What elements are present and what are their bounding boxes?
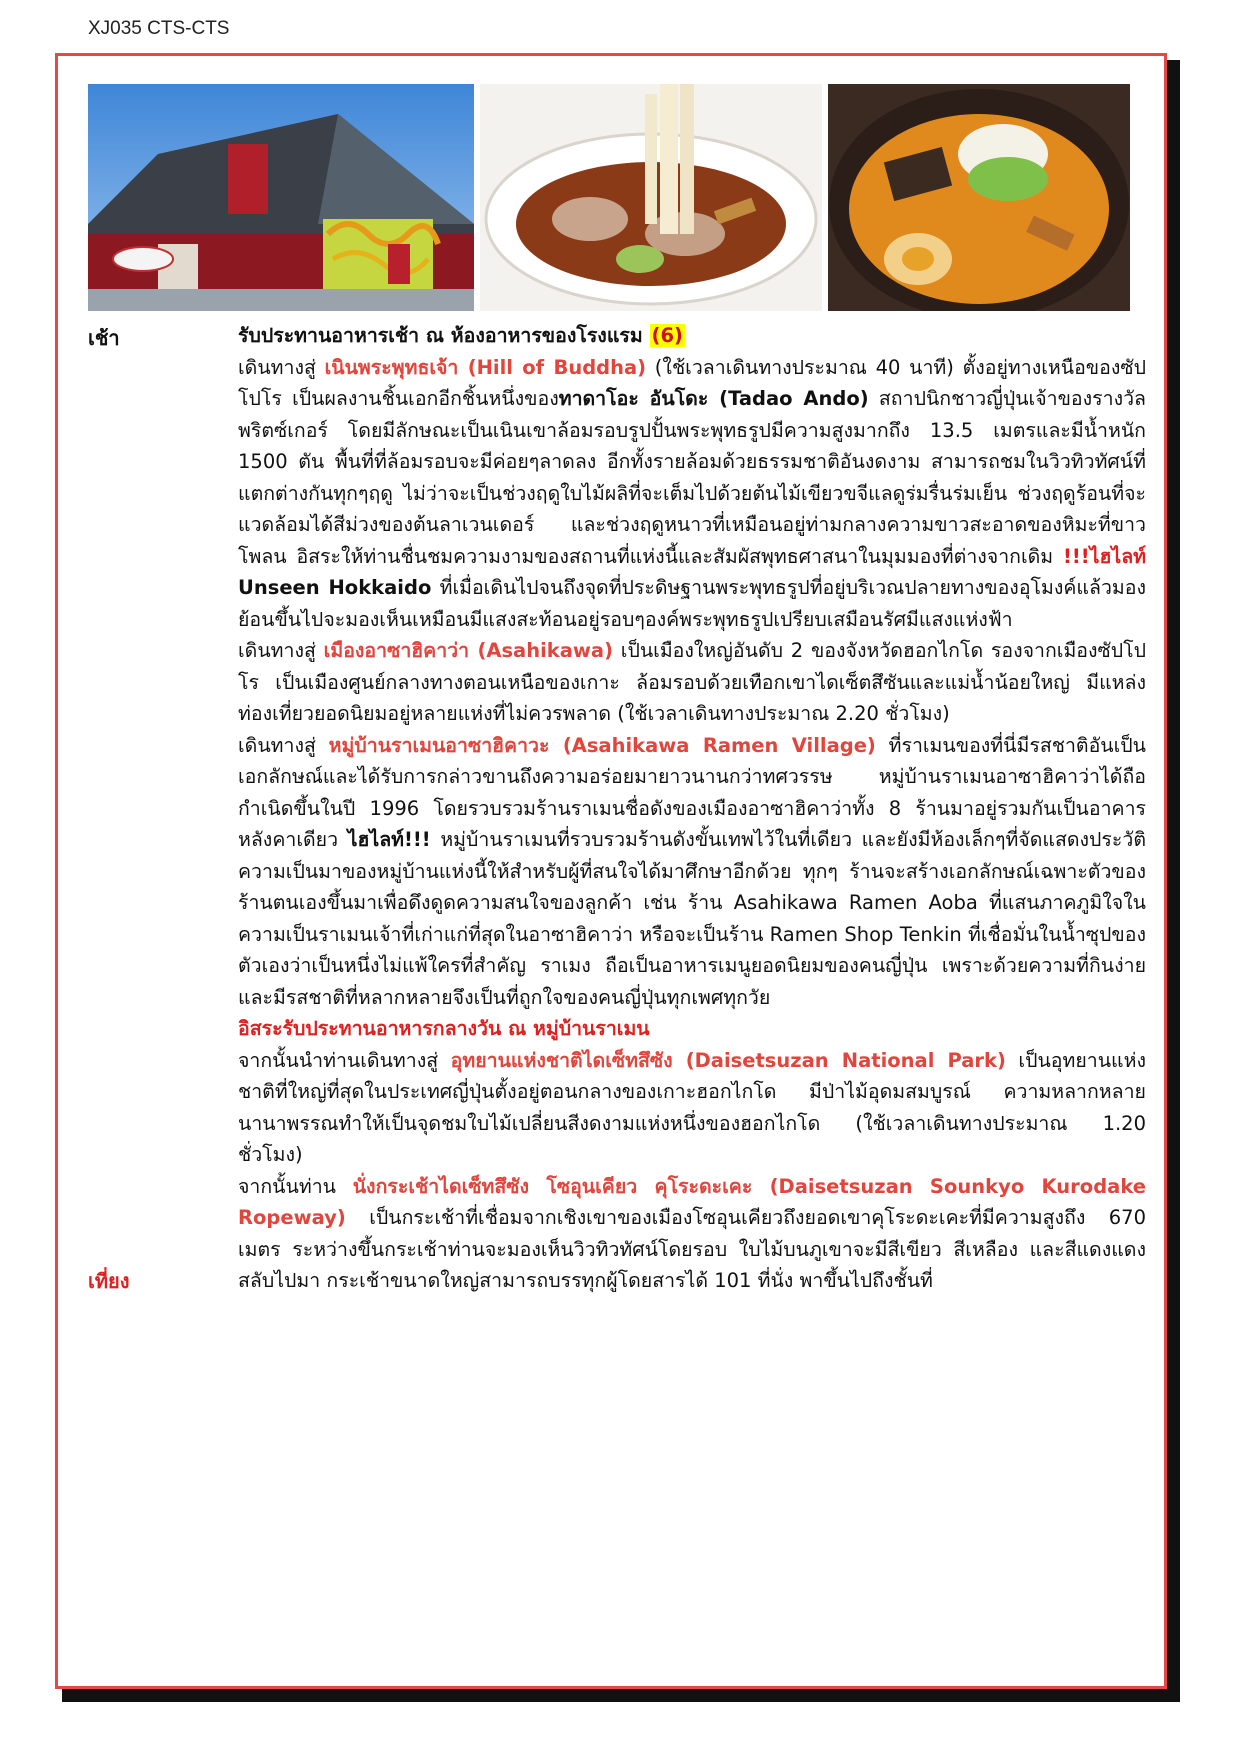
ramen-village-paragraph: [238, 730, 1146, 1014]
document-code: XJ035 CTS-CTS: [88, 18, 230, 39]
asahikawa-name: เมืองอาซาฮิคาว่า (Asahikawa): [323, 639, 613, 662]
ramen-village-body2: หมู่บ้านราเมนที่รวบรวมร้านดังขั้นเทพไว้ในที่เดียว และยังมีห้องเล็กๆที่จัดแสดงประวัติความเป็นมาของหมู่บ้านแห่งนี้ให้สำหรับผู้ที่สนใจได้มาศึกษาอีกด้วย ทุกๆ ร้านจะสร้างเอกลักษณ์เฉพาะตัวของร้านตนเองขึ้นมาเพื่อดึงดูดความสนใจของลูกค้า เช่น ร้าน Asahikawa Ramen Aoba ที่แสนภาคภูมิใจในความเป็นราเมนเจ้าที่เก่าแก่ที่สุดในอาซาฮิคาว่า หรือจะเป็นร้าน Ramen Shop Tenkin ที่เชื่อมั่นในน้ำซุปของตัวเองว่าเป็นหนึ่งไม่แพ้ใครที่สำคัญ ราเมง ถือเป็นอาหารเมนูยอดนิยมของคนญี่ปุ่น เพราะด้วยความที่กินง่ายและมีรสชาติที่หลากหลายจึงเป็นที่ถูกใจของคนญี่ปุ่นทุกเพศทุกวัย: [238, 828, 1146, 1009]
tadao-ando: ทาดาโอะ อันโดะ (Tadao Ando): [558, 387, 869, 410]
asahikawa-body: เป็นเมืองใหญ่อันดับ 2 ของจังหวัดฮอกไกโด รองจากเมืองซัปโปโร เป็นเมืองศูนย์กลางทางตอนเหนือของเกาะ ล้อมรอบด้วยเทือกเขาไดเซ็ตสึซันและแม่น้ำน้อยใหญ่ มีแหล่งท่องเที่ยวยอดนิยมอยู่หลายแห่งที่ไม่ควรพลาด (ใช้เวลาเดินทางประมาณ 2.20 ชั่วโมง): [238, 639, 1146, 725]
breakfast-title: รับประทานอาหารเช้า ณ ห้องอาหารของโรงแรม: [238, 324, 643, 347]
hill-buddha-tail: ที่เมื่อเดินไปจนถึงจุดที่ประดิษฐานพระพุทธรูปที่อยู่บริเวณปลายทางของอุโมงค์แล้วมองย้อนขึ้นไปจะมองเห็นเหมือนมีแสงสะท้อนอยู่รอบๆองค์พระพุทธรูปเปรียบเสมือนรัศมีแสงแห่งฟ้า: [238, 576, 1146, 631]
daisetsuzan-body: เป็นอุทยานแห่งชาติที่ใหญ่ที่สุดในประเทศญี่ปุ่นตั้งอยู่ตอนกลางของเกาะฮอกไกโด มีป่าไม้อุดมสมบูรณ์ ความหลากหลายนานาพรรณทำให้เป็นจุดชมใบไม้เปลี่ยนสีงดงามแห่งหนึ่งของฮอกไกโด (ใช้เวลาเดินทางประมาณ 1.20 ชั่วโมง): [238, 1048, 1146, 1166]
shoyu-ramen-photo: [480, 84, 822, 311]
highlight-tag: !!!ไฮไลท์: [1063, 544, 1146, 568]
ramen-highlight: ไฮไลท์!!!: [347, 828, 431, 851]
hill-buddha-body: สถาปนิกชาวญี่ปุ่นเจ้าของรางวัลพริตซ์เกอร์ โดยมีลักษณะเป็นเนินเขาล้อมรอบรูปปั้นพระพุทธรูปมีความสูงมากถึง 13.5 เมตรและมีน้ำหนัก 1500 ตัน พื้นที่ที่ล้อมรอบจะมีค่อยๆลาดลง อีกทั้งรายล้อมด้วยธรรมชาติอันงดงาม สามารถชมในวิวทิวทัศน์ที่แตกต่างกันทุกๆฤดู ไม่ว่าจะเป็นช่วงฤดูใบไม้ผลิที่จะเต็มไปด้วยต้นไม้เขียวขจีแลดูร่มรื่นร่มเย็น ช่วงฤดูร้อนที่จะแวดล้อมได้สีม่วงของต้นลาเวนเดอร์ และช่วงฤดูหนาวที่เหมือนอยู่ท่ามกลางความขาวสะอาดของหิมะที่ขาวโพลน อิสระให้ท่านชื่นชมความงามของสถานที่แห่งนี้และสัมผัสพุทธศาสนาในมุมมองที่ต่างจากเดิม: [238, 387, 1146, 568]
hill-buddha-paragraph: [238, 352, 1146, 636]
ramen-village-lead: เดินทางสู่: [238, 733, 329, 757]
ramen-village-building-photo: [88, 84, 474, 311]
ramen-village-name: หมู่บ้านราเมนอาซาฮิคาวะ (Asahikawa Ramen Village): [328, 733, 876, 757]
breakfast-label: เช้า: [88, 326, 120, 350]
hill-buddha-time: (ใช้เวลาเดินทางประมาณ 40 นาที) ตั้งอยู่ทางเหนือของซัปโปโร เป็นผลงานชิ้นเอกอีกชิ้นหนึ่งของ: [238, 355, 1146, 410]
hill-buddha-name: เนินพระพุทธเจ้า (Hill of Buddha): [324, 355, 647, 379]
miso-ramen-photo: [828, 84, 1130, 311]
hill-buddha-lead: เดินทางสู่: [238, 355, 325, 379]
daisetsuzan-lead: จากนั้นนำท่านเดินทางสู่: [238, 1048, 451, 1072]
ropeway-body: เป็นกระเช้าที่เชื่อมจากเชิงเขาของเมืองโซอุนเคียวถึงยอดเขาคุโระดะเคะที่มีความสูงถึง 670 เมตร ระหว่างขึ้นกระเช้าท่านจะมองเห็นวิวทิวทัศน์โดยรอบ ใบไม้บนภูเขาจะมีสีเขียว สีเหลือง และสีแดงแดงสลับไปมา กระเช้าขนาดใหญ่สามารถบรรทุกผู้โดยสารได้ 101 ที่นั่ง พาขึ้นไปถึงชั้นที่: [238, 1206, 1146, 1292]
daisetsuzan-paragraph: [238, 1045, 1146, 1171]
lunch-title: อิสระรับประทานอาหารกลางวัน ณ หมู่บ้านราเมน: [238, 1017, 650, 1040]
ropeway-paragraph: [238, 1171, 1146, 1297]
itinerary-content: [238, 320, 1146, 1297]
unseen-hokkaido: Unseen Hokkaido: [238, 576, 432, 599]
ropeway-lead: จากนั้นท่าน: [238, 1174, 353, 1198]
asahikawa-paragraph: [238, 635, 1146, 730]
breakfast-count: (6): [651, 324, 683, 347]
daisetsuzan-name: อุทยานแห่งชาติไดเซ็ทสึซัง (Daisetsuzan National Park): [450, 1048, 1006, 1072]
ramen-village-body1: ที่ราเมนของที่นี่มีรสชาติอันเป็นเอกลักษณ์และได้รับการกล่าวขานถึงความอร่อยมายาวนานกว่าทศวรรษ หมู่บ้านราเมนอาซาฮิคาว่าได้ถือกำเนิดขึ้นในปี 1996 โดยรวบรวมร้านราเมนชื่อดังของเมืองอาซาฮิคาว่าทั้ง 8 ร้านมาอยู่รวมกันเป็นอาคารหลังคาเดียว: [238, 733, 1146, 851]
breakfast-line: [238, 320, 1146, 352]
ropeway-name: นั่งกระเช้าไดเซ็ทสึซัง โซอุนเคียว คุโระดะเคะ (Daisetsuzan Sounkyo Kurodake Ropeway): [238, 1174, 1146, 1229]
lunch-label: เที่ยง: [88, 1269, 130, 1293]
asahikawa-lead: เดินทางสู่: [238, 639, 324, 662]
